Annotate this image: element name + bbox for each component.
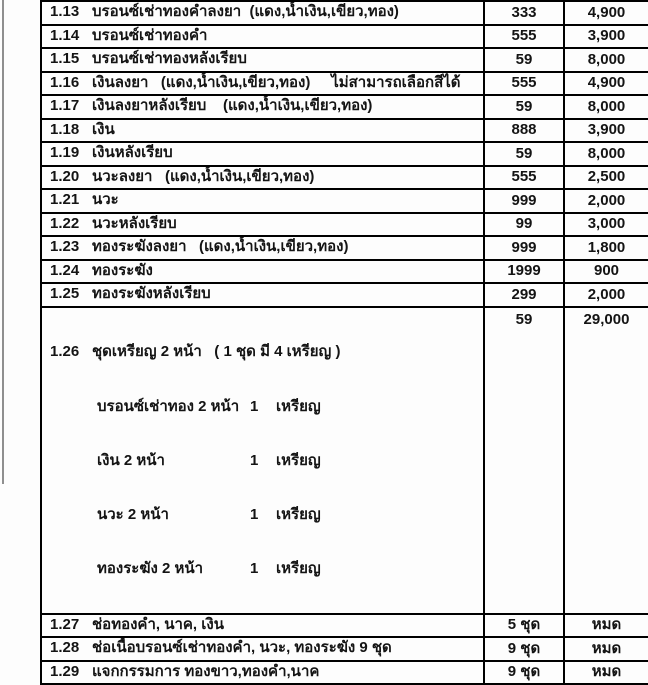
item-number: 1.26 [50, 342, 80, 360]
price-cell: 2,000 [564, 189, 648, 213]
sub-item-name: บรอนซ์เช่าทอง 2 หน้า [97, 397, 240, 415]
item-description: บรอนซ์เช่าทองคำ [92, 27, 208, 45]
table-row [41, 166, 648, 190]
table-row [41, 119, 648, 143]
table-row [41, 1, 648, 25]
set-sub-item [42, 559, 483, 580]
item-number: 1.15 [50, 50, 80, 68]
price-cell: 4,900 [564, 1, 648, 25]
table-row [41, 260, 648, 284]
item-description: นวะหลังเรียบ [92, 215, 177, 233]
set-sub-item [42, 397, 483, 418]
item-number: 1.27 [50, 615, 80, 633]
quantity-cell: 9 ชุด [484, 661, 564, 685]
sub-item-name: ทองระฆัง 2 หน้า [97, 559, 204, 577]
price-cell: 3,900 [564, 25, 648, 49]
page-edge-line [2, 0, 4, 484]
table-row [41, 614, 648, 638]
item-cell [41, 166, 484, 190]
item-cell [41, 661, 484, 685]
item-description: ช่อทองคำ, นาค, เงิน [92, 616, 224, 634]
item-description: ทองระฆังหลังเรียบ [92, 285, 211, 303]
quantity-cell: 59 [484, 95, 564, 119]
quantity-cell: 999 [484, 189, 564, 213]
table-row [41, 637, 648, 661]
sub-item-name: นวะ 2 หน้า [97, 505, 169, 523]
price-table [40, 0, 648, 685]
quantity-cell: 555 [484, 166, 564, 190]
item-number: 1.29 [50, 662, 80, 680]
item-description: แจกกรรมการ ทองขาว,ทองคำ,นาค [92, 663, 320, 681]
item-cell [41, 1, 484, 25]
item-number: 1.22 [50, 214, 80, 232]
item-description: ชุดเหรียญ 2 หน้า ( 1 ชุด มี 4 เหรียญ ) [92, 342, 341, 360]
sub-item-name: เงิน 2 หน้า [97, 451, 165, 469]
item-description: บรอนซ์เช่าทองหลังเรียบ [92, 50, 247, 68]
quantity-cell: 888 [484, 119, 564, 143]
item-number: 1.13 [50, 3, 80, 21]
price-cell: หมด [564, 614, 648, 638]
item-description: เงินหลังเรียบ [92, 144, 173, 162]
table-row [41, 661, 648, 685]
table-row-set [41, 307, 648, 614]
table-row [41, 72, 648, 96]
price-cell: 3,000 [564, 213, 648, 237]
item-number: 1.23 [50, 238, 80, 256]
item-number: 1.20 [50, 167, 80, 185]
item-description: ทองระฆังลงยา (แดง,น้ำเงิน,เขียว,ทอง) [92, 238, 349, 256]
item-cell [41, 142, 484, 166]
price-cell: 1,800 [564, 236, 648, 260]
item-cell [41, 236, 484, 260]
item-cell [41, 307, 484, 614]
table-row [41, 142, 648, 166]
item-cell [41, 95, 484, 119]
quantity-cell: 299 [484, 283, 564, 307]
price-cell: 900 [564, 260, 648, 284]
item-number: 1.16 [50, 73, 80, 91]
item-cell [41, 189, 484, 213]
table-row [41, 95, 648, 119]
item-number: 1.21 [50, 191, 80, 209]
sub-item-qty: 1 [250, 559, 259, 577]
item-cell [41, 637, 484, 661]
quantity-cell: 555 [484, 72, 564, 96]
price-cell: 4,900 [564, 72, 648, 96]
table-row [41, 213, 648, 237]
quantity-cell: 9 ชุด [484, 637, 564, 661]
item-cell [41, 614, 484, 638]
set-sub-item [42, 505, 483, 526]
price-cell: หมด [564, 661, 648, 685]
sub-item-qty: 1 [250, 397, 259, 415]
price-cell: 8,000 [564, 95, 648, 119]
item-description: นวะลงยา (แดง,น้ำเงิน,เขียว,ทอง) [92, 168, 315, 186]
item-cell [41, 213, 484, 237]
price-cell: 29,000 [564, 307, 648, 614]
sub-item-qty: 1 [250, 451, 259, 469]
sub-item-qty: 1 [250, 505, 259, 523]
item-number: 1.19 [50, 144, 80, 162]
item-cell [41, 260, 484, 284]
sub-item-unit: เหรียญ [276, 559, 321, 577]
item-description: บรอนซ์เช่าทองคำลงยา (แดง,น้ำเงิน,เขียว,ทอง) [92, 3, 399, 21]
item-description: ช่อเนื้อบรอนซ์เช่าทองคำ, นวะ, ทองระฆัง 9 ชุด [92, 639, 392, 657]
item-number: 1.28 [50, 639, 80, 657]
quantity-cell: 999 [484, 236, 564, 260]
table-row [41, 283, 648, 307]
item-description: นวะ [92, 191, 119, 209]
table-row [41, 236, 648, 260]
sub-item-unit: เหรียญ [276, 451, 321, 469]
item-description: เงิน [92, 121, 115, 139]
item-cell [41, 72, 484, 96]
quantity-cell: 555 [484, 25, 564, 49]
table-row [41, 189, 648, 213]
price-cell: 8,000 [564, 142, 648, 166]
item-description: ทองระฆัง [92, 262, 153, 280]
item-number: 1.18 [50, 120, 80, 138]
item-description: เงินลงยา (แดง,น้ำเงิน,เขียว,ทอง) ไม่สามารถเลือกสีได้ [92, 74, 461, 92]
item-description: เงินลงยาหลังเรียบ (แดง,น้ำเงิน,เขียว,ทอง) [92, 97, 373, 115]
price-cell: 3,900 [564, 119, 648, 143]
table-row [41, 25, 648, 49]
quantity-cell: 99 [484, 213, 564, 237]
item-number: 1.24 [50, 261, 80, 279]
item-number: 1.17 [50, 97, 80, 115]
price-cell: 8,000 [564, 48, 648, 72]
item-number: 1.14 [50, 26, 80, 44]
sub-item-unit: เหรียญ [276, 397, 321, 415]
set-sub-item [42, 451, 483, 472]
quantity-cell: 333 [484, 1, 564, 25]
price-cell: 2,000 [564, 283, 648, 307]
item-cell [41, 48, 484, 72]
item-cell [41, 25, 484, 49]
set-header [42, 341, 483, 364]
item-number: 1.25 [50, 285, 80, 303]
table-row [41, 48, 648, 72]
item-cell [41, 119, 484, 143]
price-cell: 2,500 [564, 166, 648, 190]
quantity-cell: 59 [484, 48, 564, 72]
quantity-cell: 5 ชุด [484, 614, 564, 638]
quantity-cell: 59 [484, 142, 564, 166]
quantity-cell: 1999 [484, 260, 564, 284]
price-cell: หมด [564, 637, 648, 661]
sub-item-unit: เหรียญ [276, 505, 321, 523]
item-cell [41, 283, 484, 307]
quantity-cell: 59 [484, 307, 564, 614]
